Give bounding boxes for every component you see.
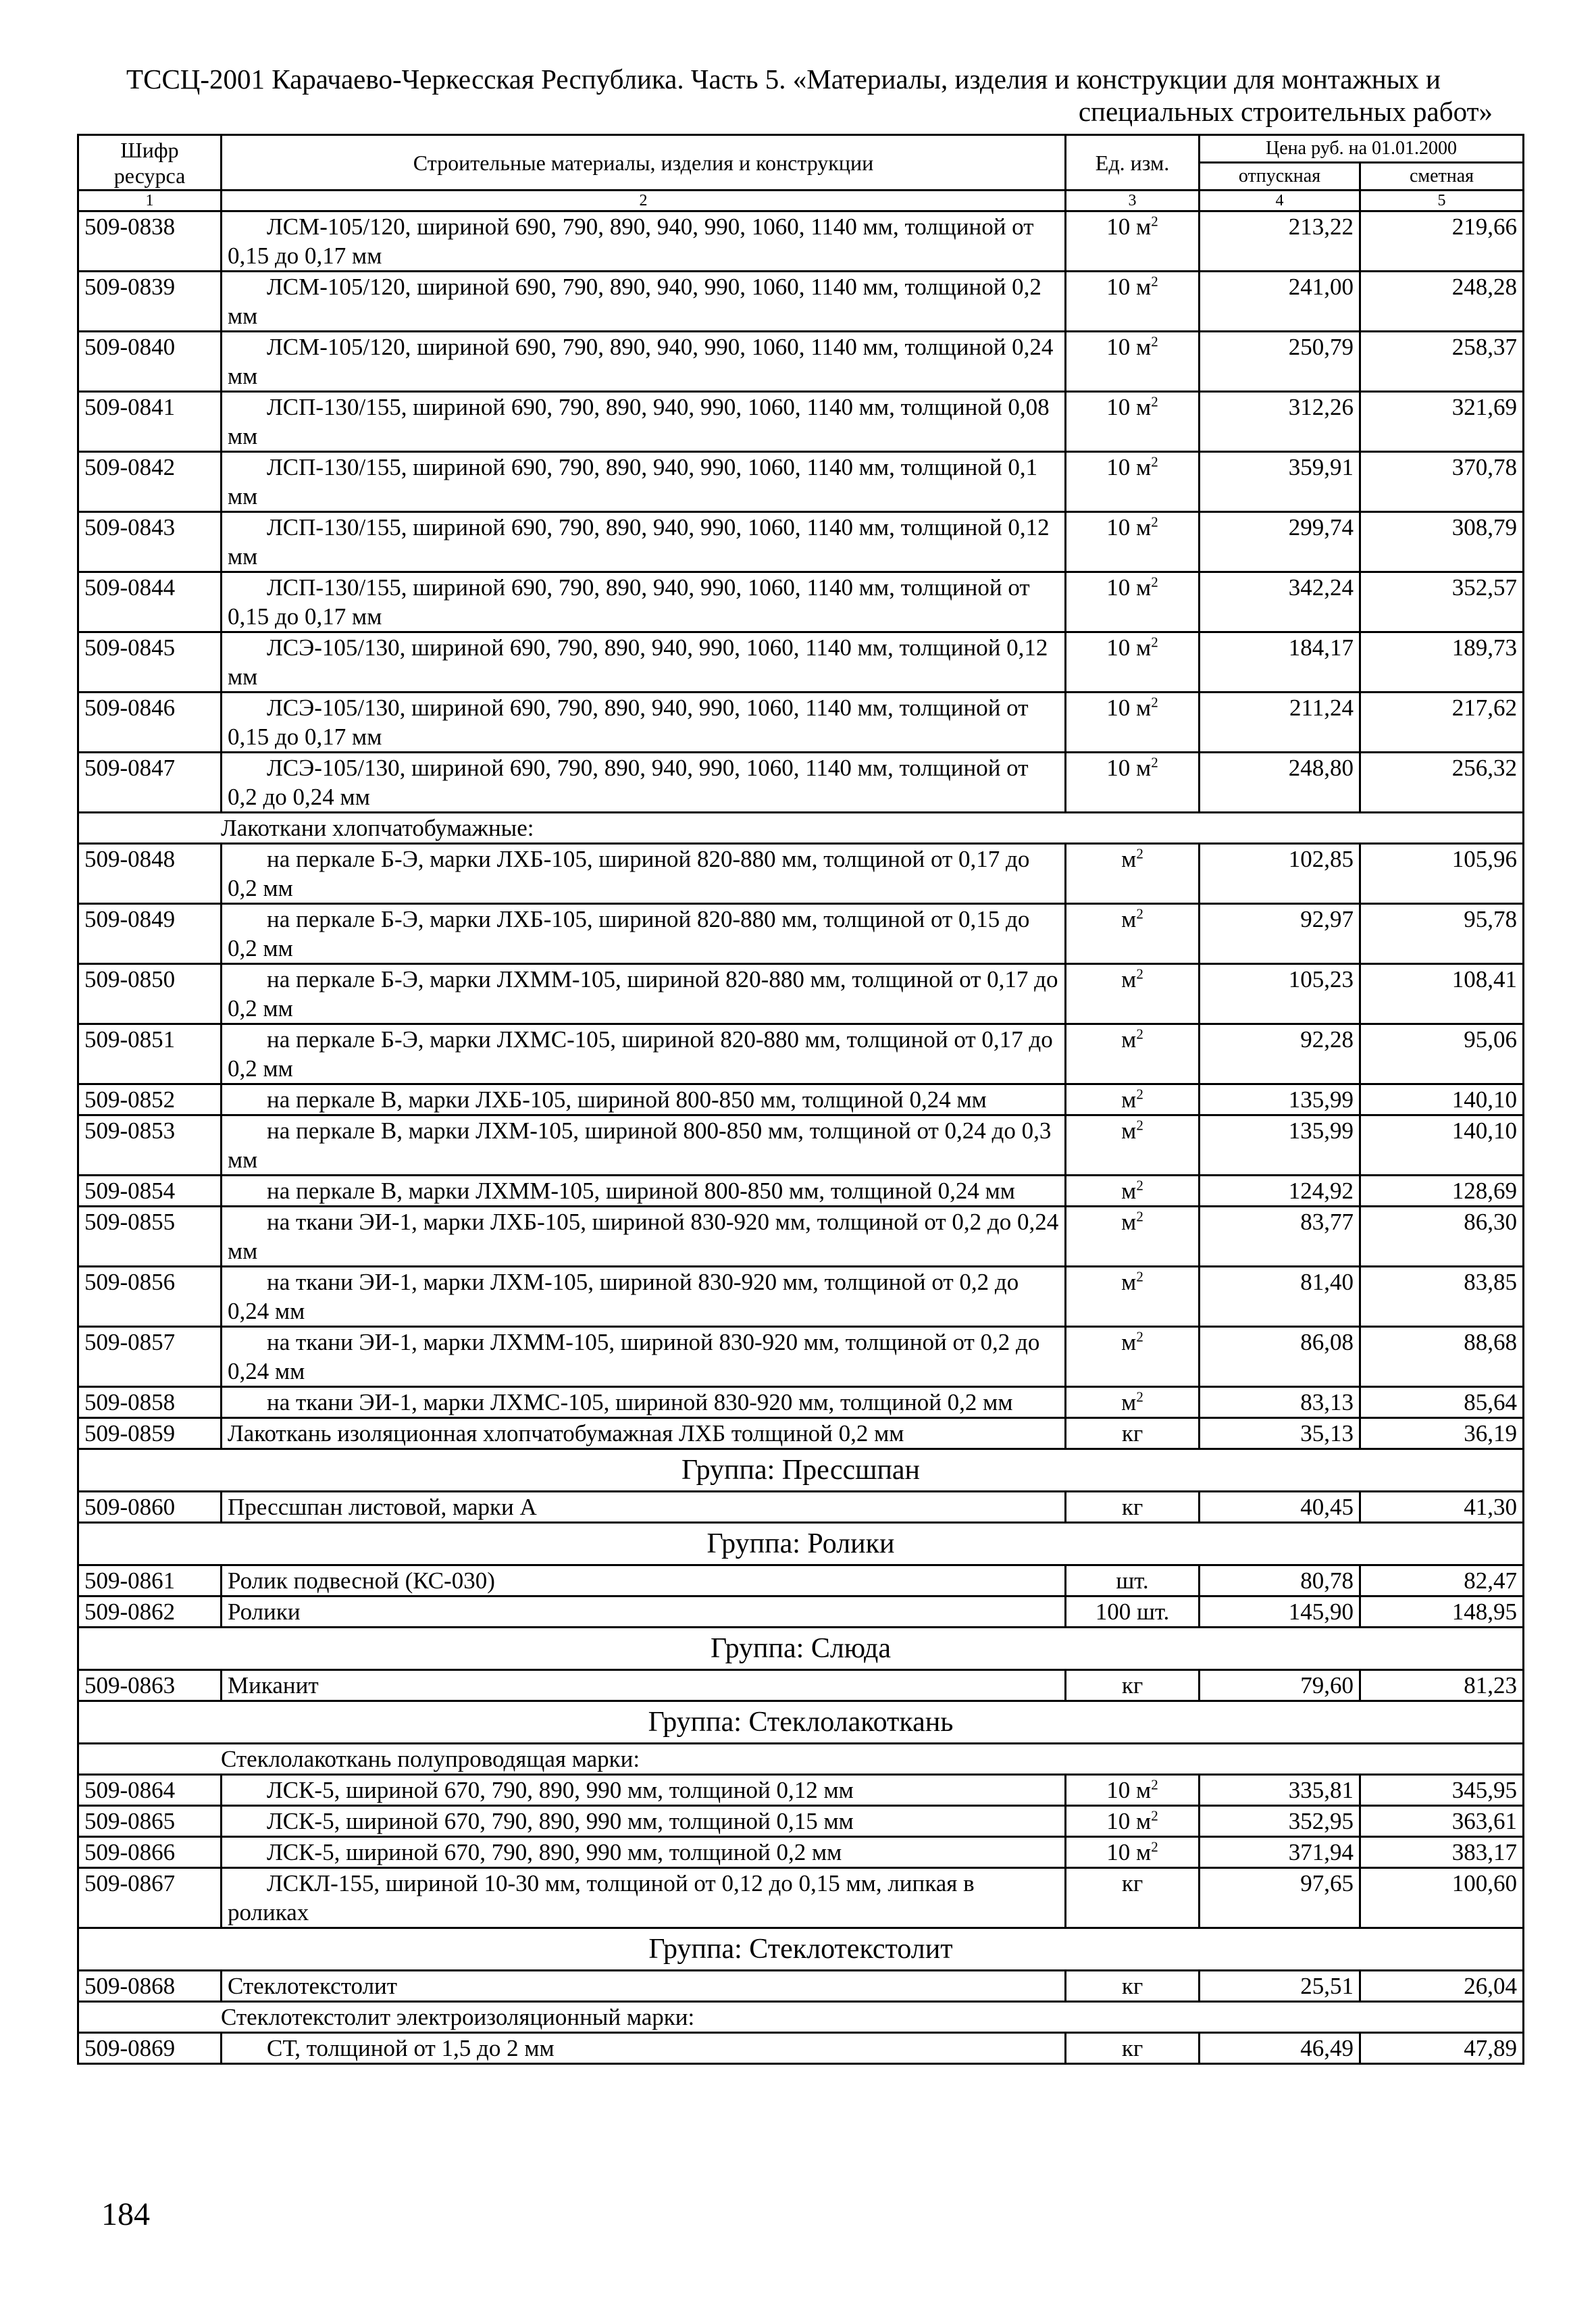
table-row [78,512,1524,572]
unit-exponent: 2 [1136,845,1143,862]
group-title: Группа: Слюда [78,1628,1524,1670]
estimate-price: 217,62 [1360,693,1524,753]
group-title: Группа: Ролики [78,1523,1524,1565]
release-price: 359,91 [1200,452,1360,512]
resource-code: 509-0839 [78,272,222,332]
material-name: на перкале Б-Э, марки ЛХБ-105, шириной 820-880 мм, толщиной от 0,17 до 0,2 мм [222,844,1066,904]
unit-exponent: 2 [1136,1117,1143,1134]
group-title: Группа: Стеклотекстолит [78,1928,1524,1971]
estimate-price: 219,66 [1360,211,1524,272]
table-row [78,1837,1524,1868]
document-header-line-1: ТССЦ-2001 Карачаево-Черкесская Республика. Часть 5. «Материалы, изделия и конструкции для монтажных и [126,64,1441,95]
unit-exponent: 2 [1136,1388,1143,1405]
release-price: 86,08 [1200,1327,1360,1387]
unit-exponent: 2 [1151,453,1158,470]
material-name: на перкале Б-Э, марки ЛХМС-105, шириной 820-880 мм, толщиной от 0,17 до 0,2 мм [222,1024,1066,1084]
release-price: 35,13 [1200,1418,1360,1449]
table-row [78,1084,1524,1115]
unit-label: 10 м [1106,1808,1152,1834]
material-name: ЛСКЛ-155, шириной 10-30 мм, толщиной от 0,12 до 0,15 мм, липкая в роликах [222,1868,1066,1928]
unit-label: шт. [1116,1567,1149,1594]
release-price: 213,22 [1200,211,1360,272]
col-header-release: отпускная [1200,163,1360,191]
release-price: 312,26 [1200,392,1360,452]
resource-code: 509-0853 [78,1115,222,1176]
estimate-price: 105,96 [1360,844,1524,904]
material-name: на ткани ЭИ-1, марки ЛХМ-105, шириной 830-920 мм, толщиной от 0,2 до 0,24 мм [222,1267,1066,1327]
unit-cell [1066,572,1200,632]
resource-code: 509-0840 [78,332,222,392]
unit-exponent: 2 [1151,634,1158,651]
group-row [78,1523,1524,1565]
unit-exponent: 2 [1151,333,1158,350]
unit-cell [1066,2033,1200,2064]
unit-label: кг [1121,1870,1143,1896]
unit-label: кг [1121,1672,1143,1699]
resource-code: 509-0842 [78,452,222,512]
unit-cell [1066,332,1200,392]
unit-exponent: 2 [1136,1177,1143,1194]
unit-exponent: 2 [1136,1208,1143,1225]
estimate-price: 88,68 [1360,1327,1524,1387]
col-number: 2 [222,191,1066,211]
estimate-price: 85,64 [1360,1387,1524,1418]
table-row [78,1267,1524,1327]
estimate-price: 81,23 [1360,1670,1524,1701]
estimate-price: 148,95 [1360,1596,1524,1628]
unit-cell [1066,632,1200,693]
unit-cell [1066,452,1200,512]
page-number: 184 [101,2196,150,2232]
resource-code: 509-0843 [78,512,222,572]
table-row [78,211,1524,272]
unit-exponent: 2 [1151,574,1158,590]
estimate-price: 308,79 [1360,512,1524,572]
table-row [78,1115,1524,1176]
resource-code: 509-0852 [78,1084,222,1115]
unit-exponent: 2 [1151,1776,1158,1793]
unit-cell [1066,1267,1200,1327]
col-header-price: Цена руб. на 01.01.2000 [1200,135,1524,163]
unit-cell [1066,1387,1200,1418]
unit-label: 10 м [1106,394,1152,420]
resource-code: 509-0846 [78,693,222,753]
resource-code: 509-0865 [78,1806,222,1837]
release-price: 92,97 [1200,904,1360,964]
table-row [78,1868,1524,1928]
unit-cell [1066,1837,1200,1868]
unit-cell [1066,1670,1200,1701]
release-price: 40,45 [1200,1492,1360,1523]
unit-cell [1066,693,1200,753]
unit-cell [1066,1176,1200,1207]
release-price: 352,95 [1200,1806,1360,1837]
unit-label: м [1121,1117,1137,1144]
release-price: 46,49 [1200,2033,1360,2064]
unit-cell [1066,1327,1200,1387]
table-row [78,2033,1524,2064]
table-row [78,1492,1524,1523]
col-number: 4 [1200,191,1360,211]
unit-label: 10 м [1106,514,1152,540]
resource-code: 509-0859 [78,1418,222,1449]
table-header [78,135,1524,211]
release-price: 250,79 [1200,332,1360,392]
unit-exponent: 2 [1151,754,1158,771]
estimate-price: 86,30 [1360,1207,1524,1267]
table-body [78,211,1524,2064]
unit-cell [1066,1418,1200,1449]
unit-exponent: 2 [1136,905,1143,922]
unit-cell [1066,1806,1200,1837]
col-header-estimate: сметная [1360,163,1524,191]
unit-label: 10 м [1106,634,1152,661]
resource-code: 509-0841 [78,392,222,452]
material-name: на перкале Б-Э, марки ЛХММ-105, шириной 820-880 мм, толщиной от 0,17 до 0,2 мм [222,964,1066,1024]
release-price: 83,13 [1200,1387,1360,1418]
unit-cell [1066,1024,1200,1084]
estimate-price: 83,85 [1360,1267,1524,1327]
release-price: 299,74 [1200,512,1360,572]
group-title: Группа: Стеклолакоткань [78,1701,1524,1744]
unit-label: м [1121,906,1137,932]
table-row [78,1806,1524,1837]
estimate-price: 352,57 [1360,572,1524,632]
resource-code: 509-0848 [78,844,222,904]
unit-cell [1066,904,1200,964]
resource-code: 509-0860 [78,1492,222,1523]
resource-code: 509-0858 [78,1387,222,1418]
unit-exponent: 2 [1151,1807,1158,1824]
subgroup-title: Стеклотекстолит электроизоляционный марки: [78,2002,1524,2033]
estimate-price: 41,30 [1360,1492,1524,1523]
unit-cell [1066,1492,1200,1523]
release-price: 184,17 [1200,632,1360,693]
estimate-price: 258,37 [1360,332,1524,392]
material-name: ЛСП-130/155, шириной 690, 790, 890, 940, 990, 1060, 1140 мм, толщиной от 0,15 до 0,17 мм [222,572,1066,632]
material-name: ЛСП-130/155, шириной 690, 790, 890, 940, 990, 1060, 1140 мм, толщиной 0,1 мм [222,452,1066,512]
resource-code: 509-0857 [78,1327,222,1387]
table-row [78,844,1524,904]
resource-code: 509-0866 [78,1837,222,1868]
material-name: на перкале Б-Э, марки ЛХБ-105, шириной 820-880 мм, толщиной от 0,15 до 0,2 мм [222,904,1066,964]
resource-code: 509-0864 [78,1775,222,1806]
release-price: 124,92 [1200,1176,1360,1207]
material-name: на перкале В, марки ЛХБ-105, шириной 800-850 мм, толщиной 0,24 мм [222,1084,1066,1115]
material-name: на ткани ЭИ-1, марки ЛХМС-105, шириной 830-920 мм, толщиной 0,2 мм [222,1387,1066,1418]
material-name: ЛСК-5, шириной 670, 790, 890, 990 мм, толщиной 0,2 мм [222,1837,1066,1868]
release-price: 248,80 [1200,753,1360,813]
table-row [78,272,1524,332]
unit-cell [1066,1971,1200,2002]
col-number: 5 [1360,191,1524,211]
material-name: ЛСМ-105/120, шириной 690, 790, 890, 940, 990, 1060, 1140 мм, толщиной 0,24 мм [222,332,1066,392]
table-row [78,572,1524,632]
material-name: ЛСМ-105/120, шириной 690, 790, 890, 940, 990, 1060, 1140 мм, толщиной 0,2 мм [222,272,1066,332]
col-header-unit: Ед. изм. [1066,135,1200,191]
unit-cell [1066,753,1200,813]
table-row [78,632,1524,693]
unit-label: м [1121,1026,1137,1053]
material-name: Миканит [222,1670,1066,1701]
material-name: Стеклотекстолит [222,1971,1066,2002]
resource-code: 509-0856 [78,1267,222,1327]
document-header-line-2: специальных строительных работ» [1078,96,1493,127]
release-price: 83,77 [1200,1207,1360,1267]
subgroup-row [78,813,1524,844]
estimate-price: 100,60 [1360,1868,1524,1928]
table-row [78,1327,1524,1387]
release-price: 135,99 [1200,1115,1360,1176]
resource-code: 509-0845 [78,632,222,693]
release-price: 102,85 [1200,844,1360,904]
unit-label: м [1121,966,1137,992]
estimate-price: 128,69 [1360,1176,1524,1207]
table-row [78,1565,1524,1596]
release-price: 335,81 [1200,1775,1360,1806]
estimate-price: 345,95 [1360,1775,1524,1806]
unit-label: 10 м [1106,574,1152,601]
material-name: ЛСМ-105/120, шириной 690, 790, 890, 940, 990, 1060, 1140 мм, толщиной от 0,15 до 0,17 мм [222,211,1066,272]
release-price: 80,78 [1200,1565,1360,1596]
unit-label: 10 м [1106,454,1152,480]
table-row [78,964,1524,1024]
table-row [78,1207,1524,1267]
unit-exponent: 2 [1151,513,1158,530]
unit-cell [1066,1775,1200,1806]
unit-cell [1066,211,1200,272]
estimate-price: 36,19 [1360,1418,1524,1449]
resource-code: 509-0863 [78,1670,222,1701]
release-price: 135,99 [1200,1084,1360,1115]
estimate-price: 189,73 [1360,632,1524,693]
unit-cell [1066,964,1200,1024]
group-row [78,1928,1524,1971]
unit-label: кг [1121,2035,1143,2061]
estimate-price: 140,10 [1360,1084,1524,1115]
unit-cell [1066,512,1200,572]
material-name: СТ, толщиной от 1,5 до 2 мм [222,2033,1066,2064]
release-price: 342,24 [1200,572,1360,632]
material-name: ЛСЭ-105/130, шириной 690, 790, 890, 940, 990, 1060, 1140 мм, толщиной 0,12 мм [222,632,1066,693]
unit-exponent: 2 [1151,213,1158,230]
subgroup-row [78,2002,1524,2033]
unit-cell [1066,1868,1200,1928]
group-row [78,1628,1524,1670]
release-price: 211,24 [1200,693,1360,753]
col-header-code: Шифр ресурса [78,135,222,191]
unit-label: м [1121,1209,1137,1235]
resource-code: 509-0868 [78,1971,222,2002]
resource-code: 509-0861 [78,1565,222,1596]
table-row [78,1670,1524,1701]
resource-code: 509-0869 [78,2033,222,2064]
resource-code: 509-0844 [78,572,222,632]
resource-code: 509-0851 [78,1024,222,1084]
unit-exponent: 2 [1136,965,1143,982]
unit-exponent: 2 [1151,273,1158,290]
estimate-price: 248,28 [1360,272,1524,332]
unit-exponent: 2 [1136,1268,1143,1285]
table-row [78,1775,1524,1806]
unit-cell [1066,1115,1200,1176]
unit-label: 100 шт. [1095,1599,1170,1625]
resource-code: 509-0862 [78,1596,222,1628]
unit-cell [1066,1565,1200,1596]
unit-label: 10 м [1106,1777,1152,1803]
unit-cell [1066,1207,1200,1267]
estimate-price: 95,06 [1360,1024,1524,1084]
resource-code: 509-0849 [78,904,222,964]
release-price: 145,90 [1200,1596,1360,1628]
unit-label: 10 м [1106,274,1152,300]
unit-exponent: 2 [1151,694,1158,711]
unit-exponent: 2 [1136,1086,1143,1103]
material-name: на ткани ЭИ-1, марки ЛХБ-105, шириной 830-920 мм, толщиной от 0,2 до 0,24 мм [222,1207,1066,1267]
material-name: Лакоткань изоляционная хлопчатобумажная ЛХБ толщиной 0,2 мм [222,1418,1066,1449]
resource-code: 509-0854 [78,1176,222,1207]
group-title: Группа: Прессшпан [78,1449,1524,1492]
estimate-price: 82,47 [1360,1565,1524,1596]
unit-label: кг [1121,1420,1143,1447]
estimate-price: 26,04 [1360,1971,1524,2002]
release-price: 79,60 [1200,1670,1360,1701]
unit-exponent: 2 [1151,393,1158,410]
unit-cell [1066,1084,1200,1115]
material-name: Ролики [222,1596,1066,1628]
table-row [78,1176,1524,1207]
resource-code: 509-0855 [78,1207,222,1267]
table-row [78,1418,1524,1449]
estimate-price: 321,69 [1360,392,1524,452]
unit-label: м [1121,846,1137,872]
col-header-name: Строительные материалы, изделия и конструкции [222,135,1066,191]
release-price: 105,23 [1200,964,1360,1024]
table-row [78,1387,1524,1418]
col-number: 1 [78,191,222,211]
unit-cell [1066,272,1200,332]
unit-label: кг [1121,1973,1143,1999]
unit-label: 10 м [1106,1839,1152,1865]
material-name: Ролик подвесной (КС-030) [222,1565,1066,1596]
table-row [78,693,1524,753]
table-row [78,332,1524,392]
release-price: 92,28 [1200,1024,1360,1084]
release-price: 241,00 [1200,272,1360,332]
price-table [77,134,1524,2065]
unit-cell [1066,392,1200,452]
unit-cell [1066,844,1200,904]
unit-label: 10 м [1106,213,1152,240]
group-row [78,1449,1524,1492]
estimate-price: 140,10 [1360,1115,1524,1176]
resource-code: 509-0838 [78,211,222,272]
estimate-price: 95,78 [1360,904,1524,964]
unit-label: м [1121,1389,1137,1415]
subgroup-title: Лакоткани хлопчатобумажные: [78,813,1524,844]
table-row [78,1596,1524,1628]
unit-label: 10 м [1106,334,1152,360]
unit-label: 10 м [1106,695,1152,721]
unit-label: м [1121,1178,1137,1204]
table-row [78,753,1524,813]
material-name: ЛСЭ-105/130, шириной 690, 790, 890, 940, 990, 1060, 1140 мм, толщиной от 0,2 до 0,24 мм [222,753,1066,813]
estimate-price: 370,78 [1360,452,1524,512]
estimate-price: 363,61 [1360,1806,1524,1837]
unit-exponent: 2 [1151,1838,1158,1855]
material-name: ЛСП-130/155, шириной 690, 790, 890, 940, 990, 1060, 1140 мм, толщиной 0,08 мм [222,392,1066,452]
unit-label: м [1121,1329,1137,1355]
table-row [78,1024,1524,1084]
release-price: 371,94 [1200,1837,1360,1868]
estimate-price: 256,32 [1360,753,1524,813]
table-row [78,904,1524,964]
resource-code: 509-0850 [78,964,222,1024]
material-name: ЛСП-130/155, шириной 690, 790, 890, 940, 990, 1060, 1140 мм, толщиной 0,12 мм [222,512,1066,572]
release-price: 97,65 [1200,1868,1360,1928]
estimate-price: 108,41 [1360,964,1524,1024]
table-row [78,392,1524,452]
col-number: 3 [1066,191,1200,211]
table-row [78,1971,1524,2002]
subgroup-row [78,1744,1524,1775]
unit-exponent: 2 [1136,1328,1143,1345]
unit-cell [1066,1596,1200,1628]
resource-code: 509-0847 [78,753,222,813]
material-name: на ткани ЭИ-1, марки ЛХММ-105, шириной 830-920 мм, толщиной от 0,2 до 0,24 мм [222,1327,1066,1387]
unit-exponent: 2 [1136,1026,1143,1042]
material-name: ЛСЭ-105/130, шириной 690, 790, 890, 940, 990, 1060, 1140 мм, толщиной от 0,15 до 0,17 мм [222,693,1066,753]
subgroup-title: Стеклолакоткань полупроводящая марки: [78,1744,1524,1775]
unit-label: 10 м [1106,755,1152,781]
material-name: на перкале В, марки ЛХММ-105, шириной 800-850 мм, толщиной 0,24 мм [222,1176,1066,1207]
resource-code: 509-0867 [78,1868,222,1928]
material-name: Прессшпан листовой, марки А [222,1492,1066,1523]
group-row [78,1701,1524,1744]
table-row [78,452,1524,512]
material-name: ЛСК-5, шириной 670, 790, 890, 990 мм, толщиной 0,15 мм [222,1806,1066,1837]
material-name: на перкале В, марки ЛХМ-105, шириной 800-850 мм, толщиной от 0,24 до 0,3 мм [222,1115,1066,1176]
unit-label: м [1121,1269,1137,1295]
material-name: ЛСК-5, шириной 670, 790, 890, 990 мм, толщиной 0,12 мм [222,1775,1066,1806]
release-price: 81,40 [1200,1267,1360,1327]
estimate-price: 47,89 [1360,2033,1524,2064]
unit-label: м [1121,1086,1137,1113]
release-price: 25,51 [1200,1971,1360,2002]
estimate-price: 383,17 [1360,1837,1524,1868]
unit-label: кг [1121,1494,1143,1520]
